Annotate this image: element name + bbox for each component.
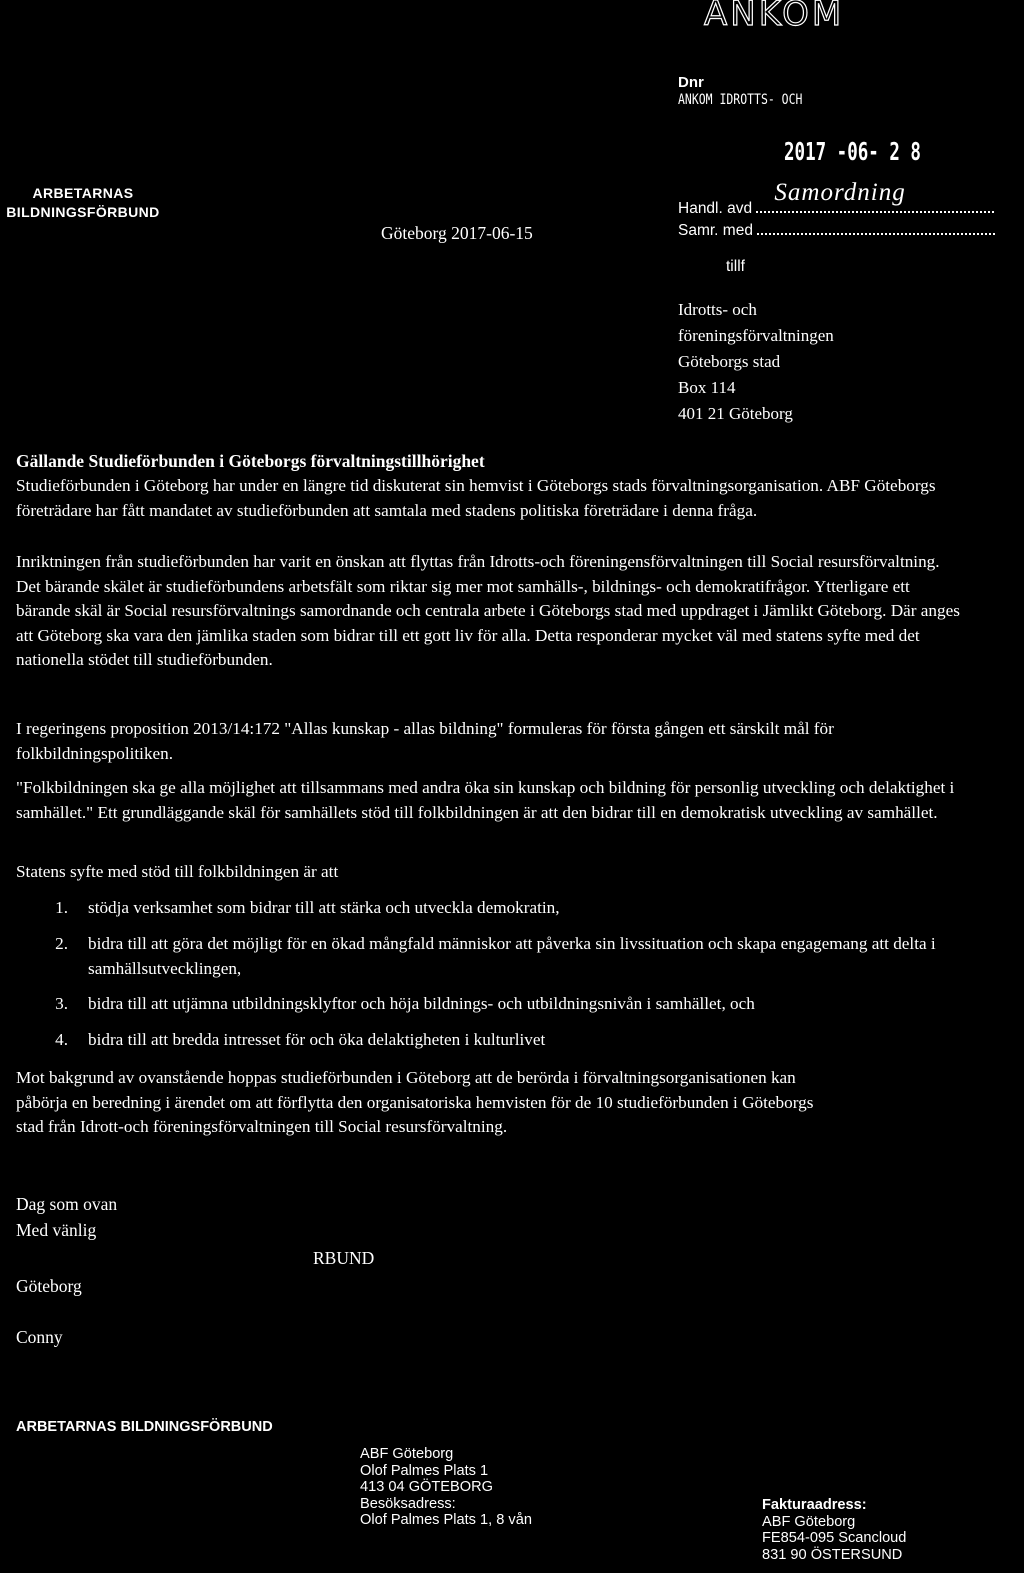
paragraph-1: Studieförbunden i Göteborg har under en längre tid diskuterat sin hemvist i Göteborgs stads förvaltningsorganisation. ABF Göteborgs företrädare har fått mandatet av studieförbunden att samtala med stadens politiska företrädare i denna fråga. xyxy=(16,476,936,520)
footer-billing xyxy=(762,1497,906,1563)
closing-line-2: Med vänlig xyxy=(16,1220,97,1240)
footer-address-line: Besöksadress: xyxy=(360,1495,456,1512)
handwritten-samordning: Samordning xyxy=(774,179,906,206)
tillf-label: tillf xyxy=(726,258,745,275)
list-number: 1. xyxy=(55,898,68,917)
recipient-line: Göteborgs stad xyxy=(678,352,781,371)
stamp-date: 2017 -06- 2 8 xyxy=(784,137,921,166)
footer-address-line: Olof Palmes Plats 1 xyxy=(360,1462,489,1479)
signatory-name: Conny xyxy=(16,1327,63,1347)
list-text: stödja verksamhet som bidrar till att stärka och utveckla demokratin, xyxy=(88,898,560,917)
footer-billing-line: FE854-095 Scancloud xyxy=(762,1530,907,1546)
list-number: 2. xyxy=(55,934,68,953)
recipient-address xyxy=(678,297,834,427)
paragraph-4: "Folkbildningen ska ge alla möjlighet att tillsammans med andra öka sin kunskap och bildning för personlig utveckling och delaktighet i samhället." Ett grundläggande skäl för samhällets stöd till folkbildningen är att den bidrar till en demokratisk utveckling av samhället. xyxy=(16,778,955,822)
footer-billing-line: 831 90 ÖSTERSUND xyxy=(762,1546,903,1563)
list-number: 3. xyxy=(55,994,68,1013)
footer-billing-line: ABF Göteborg xyxy=(762,1513,856,1530)
sender-block xyxy=(0,184,166,222)
footer-address-line: Olof Palmes Plats 1, 8 vån xyxy=(360,1512,532,1528)
recipient-line: föreningsförvaltningen xyxy=(678,326,834,345)
samr-med-label: Samr. med xyxy=(678,222,753,239)
paragraph-2: Inriktningen från studieförbunden har varit en önskan att flyttas från Idrotts-och föreningensförvaltningen till Social resursförvaltning. Det bärande skälet är studieförbundens arbetsfält som riktar sig mer mot samhälls-, bildnings- och demokratifrågor. Ytterligare ett bärande skäl är Social resursförvaltnings samordnande och centrala arbete i Göteborgs stad med uppdraget i Jämlikt Göteborg. Där anges att Göteborg ska vara den jämlika staden som bidrar till ett gott liv för alla. Detta responderar mycket väl med statens syfte med det nationella stödet till studieförbunden. xyxy=(16,552,960,670)
list-text: bidra till att bredda intresset för och öka delaktigheten i kulturlivet xyxy=(88,1030,546,1049)
footer-org-name: ARBETARNAS BILDNINGSFÖRBUND xyxy=(16,1419,273,1435)
place-date: Göteborg 2017-06-15 xyxy=(381,223,533,243)
closing-line-1: Dag som ovan xyxy=(16,1194,118,1214)
samr-med-row xyxy=(678,222,1024,240)
dnr-label: Dnr xyxy=(678,74,704,91)
footer-billing-label: Fakturaadress: xyxy=(762,1497,867,1513)
recipient-line: 401 21 Göteborg xyxy=(678,404,793,423)
received-stamp-title: ANKOM xyxy=(704,0,845,34)
letter-heading: Gällande Studieförbunden i Göteborgs förvaltningstillhörighet xyxy=(16,451,485,471)
recipient-line: Idrotts- och xyxy=(678,300,757,319)
footer-address-line: ABF Göteborg xyxy=(360,1446,454,1462)
footer-address-line: 413 04 GÖTEBORG xyxy=(360,1479,494,1495)
closing-signature-fragment: RBUND xyxy=(313,1248,375,1268)
paragraph-6: Mot bakgrund av ovanstående hoppas studieförbunden i Göteborg att de berörda i förvaltningsorganisationen kan påbörja en beredning i ärendet om att förflytta den organisatoriska hemvisten för de 10 studieförbunden i Göteborgs stad från Idrott-och föreningsförvaltningen till Social resursförvaltning. xyxy=(16,1068,814,1137)
handl-avd-label: Handl. avd xyxy=(678,200,753,217)
recipient-line: Box 114 xyxy=(678,378,736,397)
closing-city: Göteborg xyxy=(16,1276,82,1296)
list-text: bidra till att göra det möjligt för en ökad mångfald människor att påverka sin livssituation och skapa engagemang att delta i samhällsutvecklingen, xyxy=(88,934,936,978)
list-number: 4. xyxy=(55,1030,68,1049)
footer-address xyxy=(360,1446,532,1529)
list-text: bidra till att utjämna utbildningsklyftor och höja bildnings- och utbildningsnivån i samhället, och xyxy=(88,994,755,1013)
paragraph-5: Statens syfte med stöd till folkbildningen är att xyxy=(16,862,339,881)
paragraph-3: I regeringens proposition 2013/14:172 "Allas kunskap - allas bildning" formuleras för första gången ett särskilt mål för folkbildningspolitiken. xyxy=(16,719,834,763)
handl-avd-row xyxy=(678,179,1024,218)
stamp-department: ANKOM IDROTTS- OCH xyxy=(678,92,803,108)
sender-line-1: ARBETARNAS xyxy=(32,185,134,201)
sender-line-2: BILDNINGSFÖRBUND xyxy=(6,204,160,220)
